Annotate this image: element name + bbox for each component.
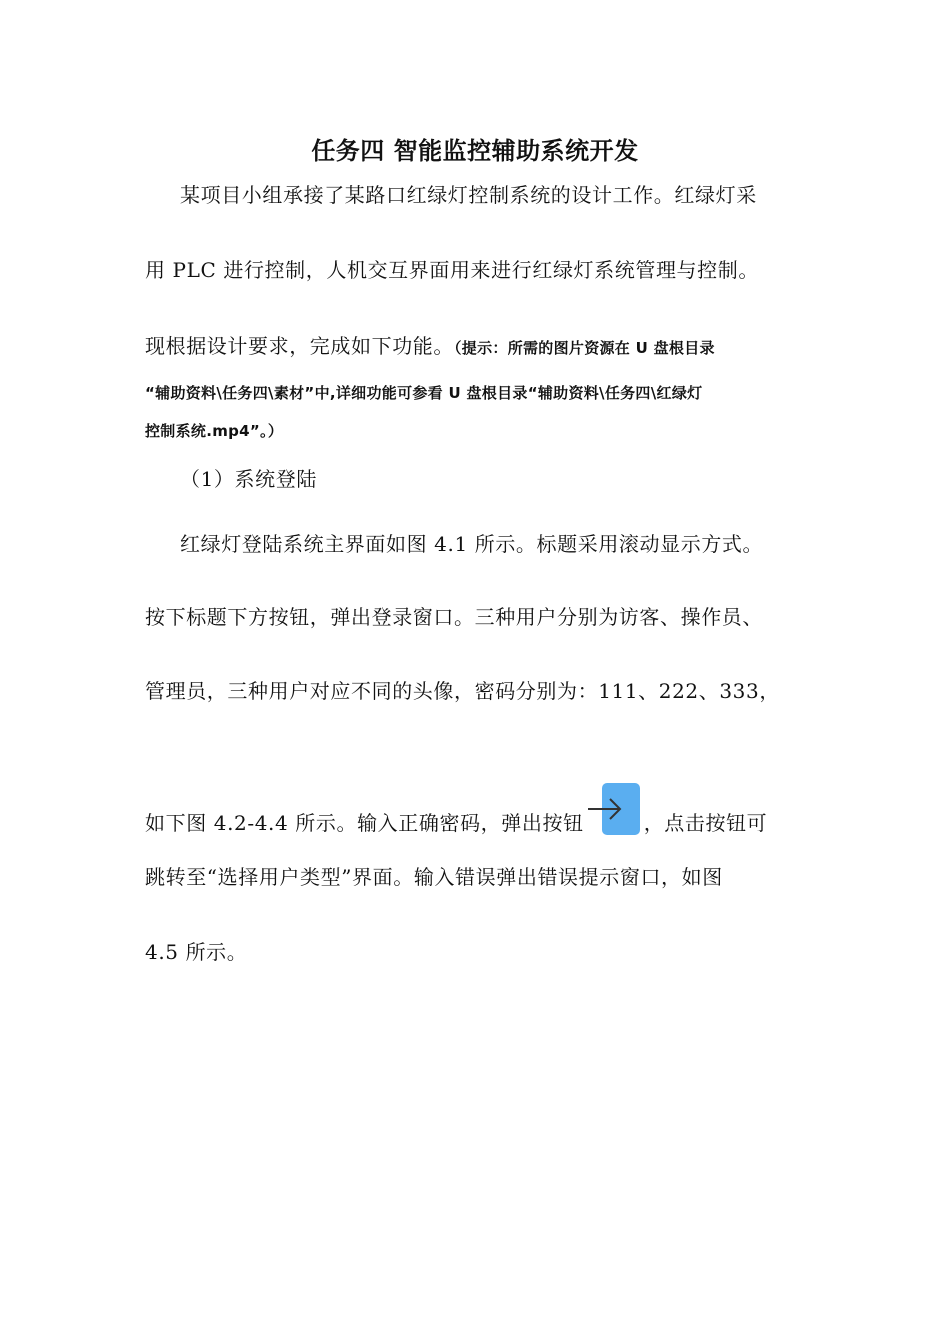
login-arrow-button [602, 783, 640, 835]
document-title: 任务四 智能监控辅助系统开发 [311, 137, 639, 165]
hint-line-2: “辅助资料\任务四\素材”中,详细功能可参看 U 盘根目录“辅助资料\任务四\红绿灯 [145, 384, 703, 402]
section-line-4 [145, 786, 767, 838]
section-line-3: 管理员，三种用户对应不同的头像，密码分别为：111、222、333， [145, 679, 780, 703]
intro-line-3-text: 现根据设计要求，完成如下功能。 [145, 334, 454, 358]
section-line-4-after: ，点击按钮可 [643, 811, 768, 835]
arrow-right-icon [586, 795, 626, 823]
intro-line-2: 用 PLC 进行控制，人机交互界面用来进行红绿灯系统管理与控制。 [145, 258, 759, 282]
section-line-5: 跳转至“选择用户类型”界面。输入错误弹出错误提示窗口，如图 [145, 865, 723, 889]
intro-line-3 [145, 331, 715, 363]
section-line-2: 按下标题下方按钮，弹出登录窗口。三种用户分别为访客、操作员、 [145, 605, 763, 629]
section-heading: （1）系统登陆 [180, 467, 317, 491]
hint-line-3: 控制系统.mp4”。） [145, 422, 284, 440]
section-line-6: 4.5 所示。 [145, 940, 248, 964]
section-line-4-before: 如下图 4.2-4.4 所示。输入正确密码，弹出按钮 [145, 811, 584, 835]
intro-line-1: 某项目小组承接了某路口红绿灯控制系统的设计工作。红绿灯采 [180, 183, 757, 207]
section-line-1: 红绿灯登陆系统主界面如图 4.1 所示。标题采用滚动显示方式。 [180, 532, 764, 556]
hint-text-start: （提示：所需的图片资源在 U 盘根目录 [454, 339, 715, 357]
